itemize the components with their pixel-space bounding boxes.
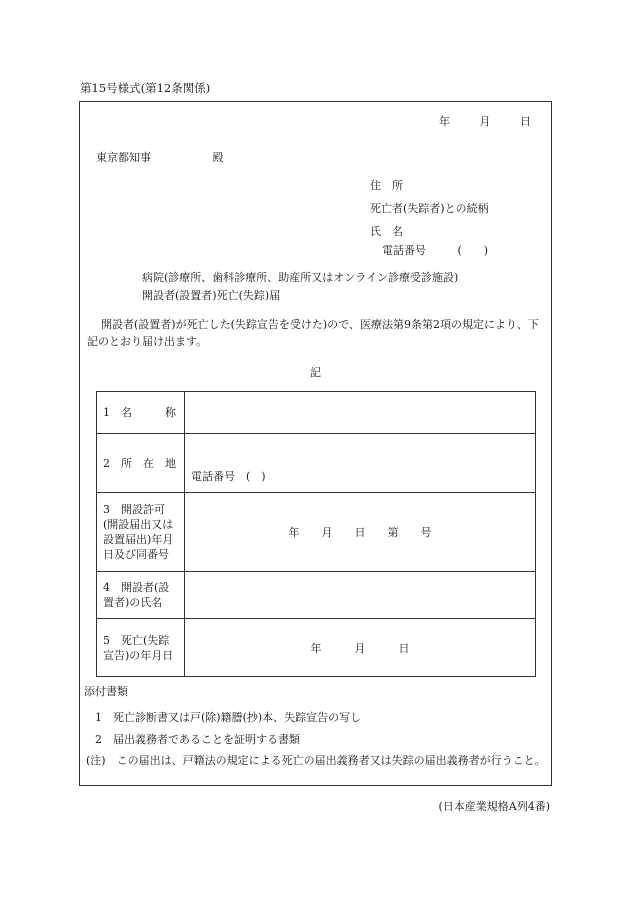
body-text: 開設者(設置者)が死亡した(失踪宣告を受けた)ので、医療法第9条第2項の規定により、下記のとおり届け出ます。 [87,318,539,348]
table-row [97,392,536,434]
item-label-permit: 3 開設許可(開設届出又は設置届出)年月日及び同番号 [97,493,185,572]
addressee [96,149,224,165]
paper-size-footer: (日本産業規格A列4番) [438,800,550,813]
attachment-item: 2 届出義務者であることを証明する書類 [95,733,300,746]
form-frame [79,101,552,786]
table-row [97,434,536,493]
form-title-line1: 病院(診療所、歯科診療所、助産所又はオンライン診療受診施設) [142,271,459,284]
table-row [97,572,536,619]
applicant-name-label: 氏 名 [370,225,403,238]
date-day-label: 日 [520,115,531,128]
applicant-phone-label: 電話番号 [382,244,426,257]
note-text: (注) この届出は、戸籍法の規定による死亡の届出義務者又は失踪の届出義務者が行うこと。 [86,754,546,767]
ki-marker: 記 [310,366,321,379]
item-value-death-date: 年 月 日 [185,619,536,677]
applicant-phone-paren: ( ) [457,244,489,257]
table-row [97,619,536,677]
items-table [96,391,536,677]
item-label-death-date: 5 死亡(失踪宣告)の年月日 [97,619,185,677]
item-label-location: 2 所 在 地 [97,434,185,493]
form-number-heading: 第15号様式(第12条関係) [80,81,211,95]
applicant-relation-label: 死亡者(失踪者)との続柄 [370,202,489,215]
addressee-name: 東京都知事 [96,151,151,164]
honorific: 殿 [212,151,224,164]
date-year-label: 年 [439,115,450,128]
applicant-address-label: 住 所 [370,179,403,192]
item-label-name: 1 名 称 [97,392,185,434]
item-value-permit: 年 月 日 第 号 [185,493,536,572]
form-title-line2: 開設者(設置者)死亡(失踪)届 [142,289,281,302]
item-value-location: 電話番号 ( ) [185,434,536,493]
attachments-heading: 添付書類 [84,685,128,698]
applicant-phone [382,242,488,258]
submission-date [413,113,531,129]
item-value-name [185,392,536,434]
table-row [97,493,536,572]
item-value-founder [185,572,536,619]
item-label-founder: 4 開設者(設置者)の氏名 [97,572,185,619]
attachment-item: 1 死亡診断書又は戸(除)籍謄(抄)本、失踪宣告の写し [95,711,362,724]
date-month-label: 月 [479,115,491,128]
